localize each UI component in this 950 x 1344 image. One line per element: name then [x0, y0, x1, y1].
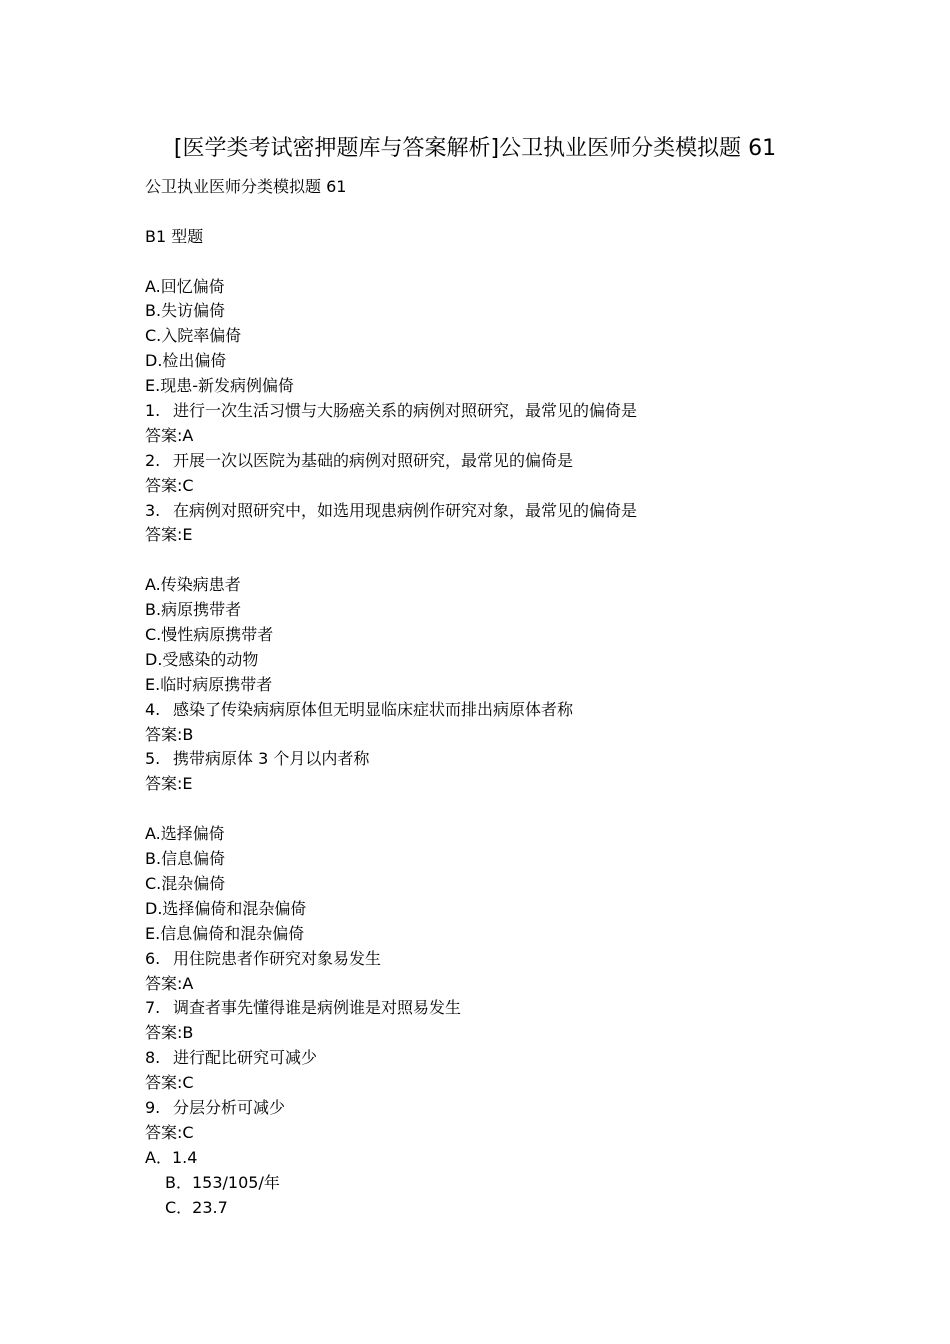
question-number: 3.	[145, 500, 161, 520]
option: C.混杂偏倚	[145, 873, 226, 893]
subtitle: 公卫执业医师分类模拟题 61	[145, 177, 347, 196]
option: A.传染病患者	[145, 575, 241, 595]
option: B．153/105/年	[165, 1172, 280, 1192]
question	[145, 947, 865, 972]
question-text: 携带病原体 3 个月以内者称	[173, 749, 370, 769]
answer: 答案:A	[145, 973, 194, 993]
question	[145, 449, 865, 474]
answer: 答案:C	[145, 1122, 194, 1142]
question	[145, 1046, 865, 1071]
option: B.信息偏倚	[145, 849, 226, 869]
question	[145, 499, 865, 524]
option: A.选择偏倚	[145, 824, 225, 844]
question-text: 开展一次以医院为基础的病例对照研究，最常见的偏倚是	[173, 450, 574, 470]
question-text: 用住院患者作研究对象易发生	[173, 948, 382, 968]
option: A．1.4	[145, 1147, 198, 1167]
question	[145, 1096, 865, 1121]
question-number: 5.	[145, 749, 161, 769]
question-number: 7.	[145, 998, 161, 1018]
question	[145, 996, 865, 1021]
answer: 答案:B	[145, 724, 194, 744]
question-text: 分层分析可减少	[173, 1097, 286, 1117]
option: B.失访偏倚	[145, 301, 226, 321]
question	[145, 747, 865, 772]
question-text: 感染了传染病病原体但无明显临床症状而排出病原体者称	[173, 699, 574, 719]
option: D.受感染的动物	[145, 649, 259, 669]
answer: 答案:A	[145, 425, 194, 445]
answer: 答案:E	[145, 525, 193, 545]
question-number: 6.	[145, 948, 161, 968]
question-number: 2.	[145, 450, 161, 470]
option: E.临时病原携带者	[145, 674, 273, 694]
option: E.现患-新发病例偏倚	[145, 376, 294, 396]
spacer	[145, 250, 865, 275]
question-group-2	[145, 573, 865, 797]
question-text: 调查者事先懂得谁是病例谁是对照易发生	[173, 998, 462, 1018]
option: D.检出偏倚	[145, 351, 227, 371]
option: B.病原携带者	[145, 600, 242, 620]
spacer	[145, 200, 865, 225]
option: D.选择偏倚和混杂偏倚	[145, 898, 307, 918]
answer: 答案:C	[145, 1073, 194, 1093]
answer: 答案:C	[145, 475, 194, 495]
page-title: [医学类考试密押题库与答案解析]公卫执业医师分类模拟题 61	[173, 136, 777, 161]
option: E.信息偏倚和混杂偏倚	[145, 923, 305, 943]
question-text: 进行一次生活习惯与大肠癌关系的病例对照研究，最常见的偏倚是	[173, 401, 638, 421]
question-group-1	[145, 275, 865, 549]
question-group-3	[145, 822, 865, 1146]
question-text: 进行配比研究可减少	[173, 1048, 318, 1068]
option: C．23.7	[165, 1197, 228, 1217]
option: C.慢性病原携带者	[145, 625, 274, 645]
question	[145, 399, 865, 424]
question	[145, 698, 865, 723]
answer: 答案:B	[145, 1023, 194, 1043]
spacer	[145, 797, 865, 822]
spacer	[145, 548, 865, 573]
document-body	[145, 175, 865, 1220]
answer: 答案:E	[145, 774, 193, 794]
question-text: 在病例对照研究中，如选用现患病例作研究对象，最常见的偏倚是	[173, 500, 638, 520]
section-heading: B1 型题	[145, 226, 204, 246]
option: C.入院率偏倚	[145, 326, 242, 346]
option: A.回忆偏倚	[145, 276, 225, 296]
question-number: 9.	[145, 1097, 161, 1117]
question-number: 1.	[145, 401, 161, 421]
question-number: 8.	[145, 1048, 161, 1068]
question-number: 4.	[145, 699, 161, 719]
tail-options	[145, 1146, 865, 1221]
